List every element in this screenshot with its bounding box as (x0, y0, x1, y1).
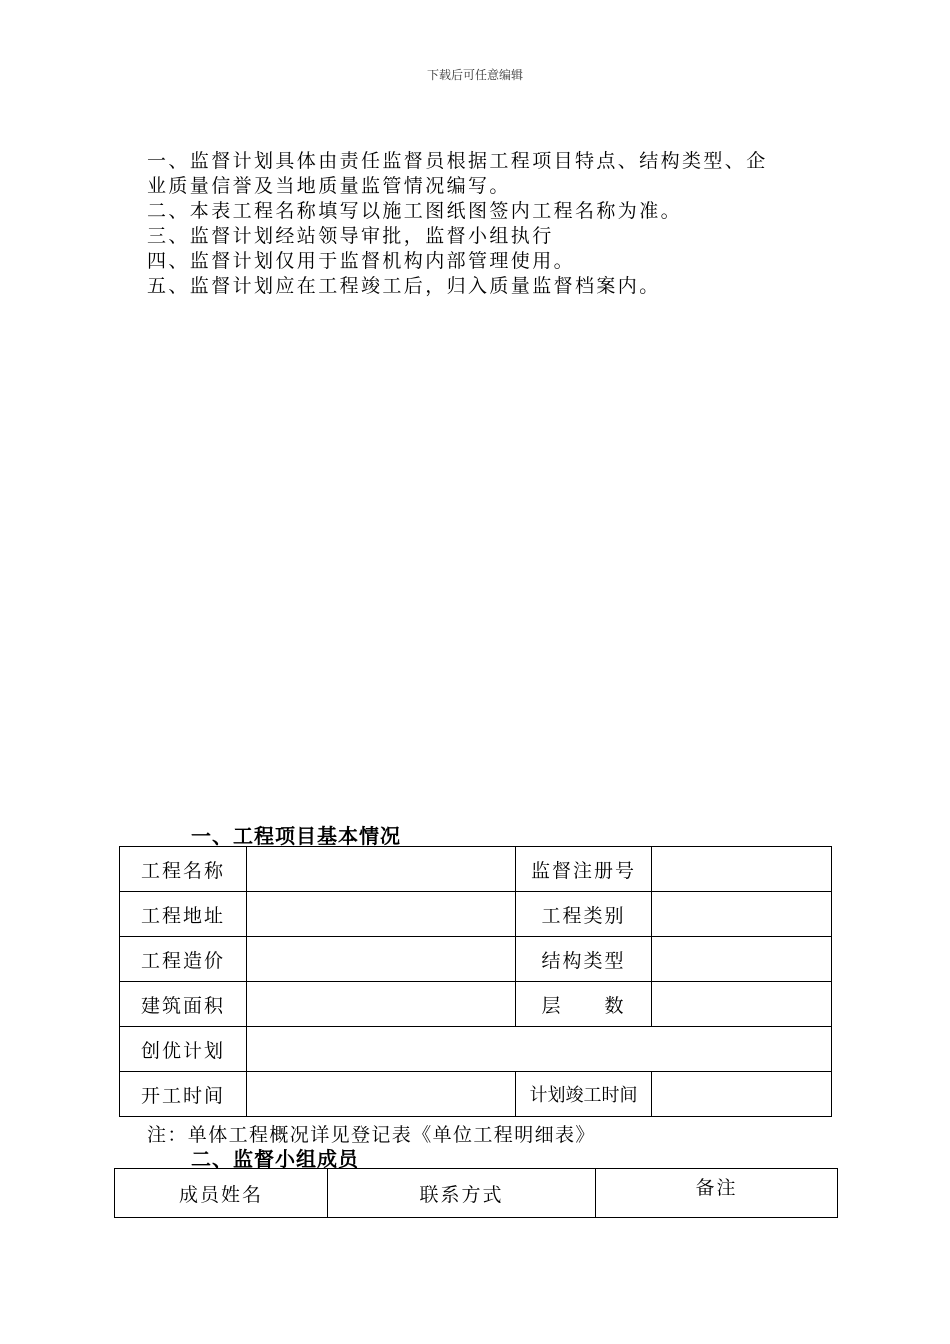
table-row (120, 982, 832, 1027)
project-name-label: 工程名称 (120, 847, 247, 892)
project-address-field[interactable] (247, 892, 516, 937)
table-row (120, 937, 832, 982)
planned-completion-label: 计划竣工时间 (516, 1072, 652, 1117)
planned-completion-field[interactable] (652, 1072, 832, 1117)
building-area-field[interactable] (247, 982, 516, 1027)
instruction-line: 一、监督计划具体由责任监督员根据工程项目特点、结构类型、企 (147, 150, 768, 172)
structure-type-label: 结构类型 (516, 937, 652, 982)
project-cost-field[interactable] (247, 937, 516, 982)
section-title-team-members: 二、监督小组成员 (191, 1147, 359, 1171)
member-name-header: 成员姓名 (115, 1169, 328, 1218)
start-date-field[interactable] (247, 1072, 516, 1117)
floor-count-field[interactable] (652, 982, 832, 1027)
instruction-line: 业质量信誉及当地质量监管情况编写。 (147, 175, 511, 197)
start-date-label: 开工时间 (120, 1072, 247, 1117)
building-area-label: 建筑面积 (120, 982, 247, 1027)
project-cost-label: 工程造价 (120, 937, 247, 982)
instruction-line: 三、监督计划经站领导审批，监督小组执行 (147, 225, 554, 247)
project-category-field[interactable] (652, 892, 832, 937)
table-row (120, 847, 832, 892)
excellence-plan-field[interactable] (247, 1027, 832, 1072)
excellence-plan-label: 创优计划 (120, 1027, 247, 1072)
table-row (120, 892, 832, 937)
page-header-note: 下载后可任意编辑 (426, 68, 523, 82)
registration-number-label: 监督注册号 (516, 847, 652, 892)
team-members-table (114, 1168, 838, 1218)
project-address-label: 工程地址 (120, 892, 247, 937)
structure-type-field[interactable] (652, 937, 832, 982)
instruction-line: 四、监督计划仅用于监督机构内部管理使用。 (147, 250, 576, 272)
contact-header: 联系方式 (328, 1169, 596, 1218)
project-basic-info-table (119, 846, 832, 1117)
project-category-label: 工程类别 (516, 892, 652, 937)
table-row (120, 1072, 832, 1117)
instruction-line: 二、本表工程名称填写以施工图纸图签内工程名称为准。 (147, 200, 683, 222)
table-header-row (115, 1169, 838, 1218)
floor-count-label: 层 数 (516, 982, 652, 1027)
table-footnote: 注：单体工程概况详见登记表《单位工程明细表》 (147, 1124, 596, 1146)
registration-number-field[interactable] (652, 847, 832, 892)
table-row (120, 1027, 832, 1072)
instructions-block (147, 149, 827, 299)
remarks-header: 备注 (596, 1169, 838, 1218)
section-title-basic-info: 一、工程项目基本情况 (191, 824, 401, 848)
instruction-line: 五、监督计划应在工程竣工后，归入质量监督档案内。 (147, 275, 661, 297)
project-name-field[interactable] (247, 847, 516, 892)
